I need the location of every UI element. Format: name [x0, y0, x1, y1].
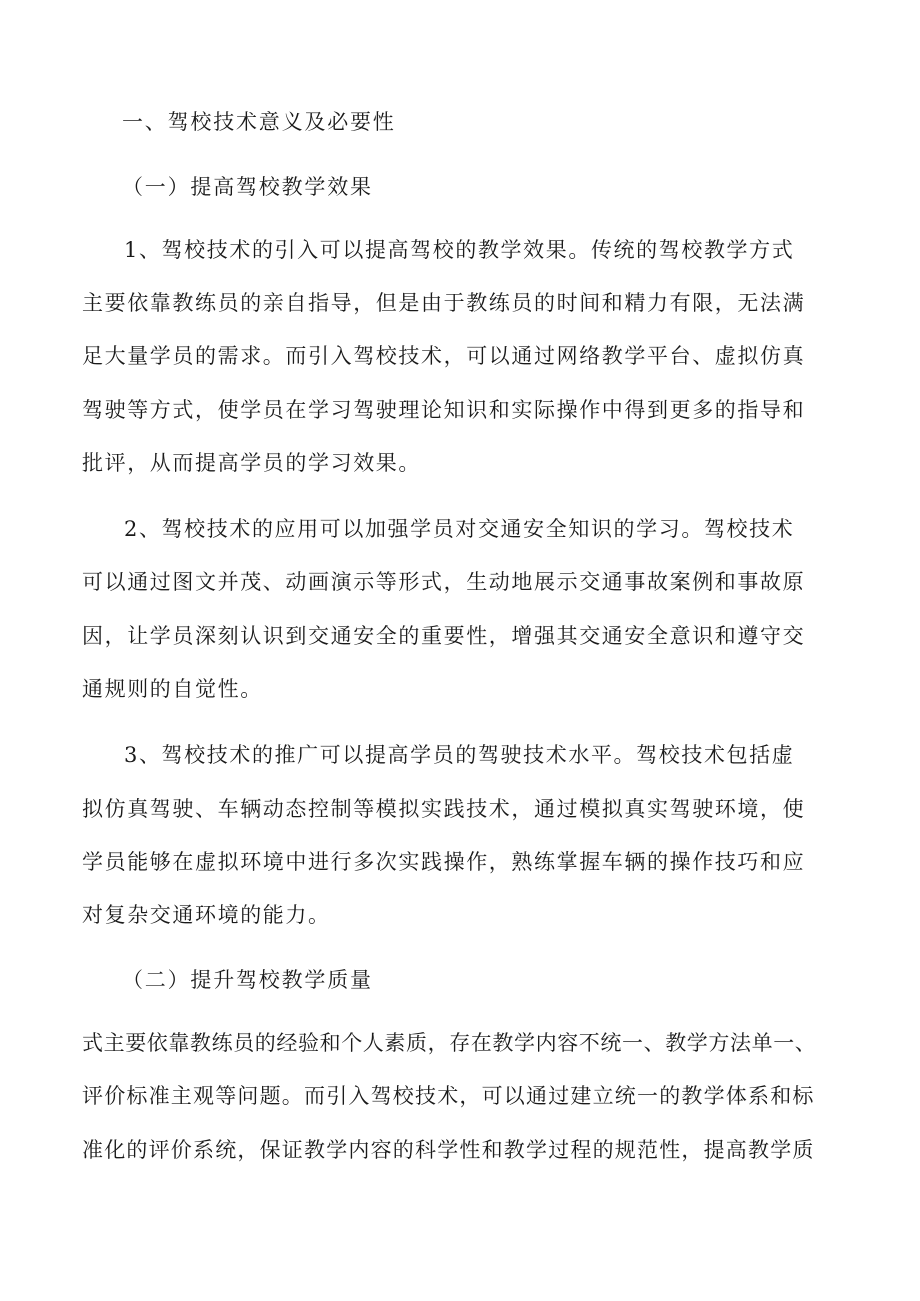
paragraph-line: 通规则的自觉性。	[82, 677, 263, 701]
paragraph-line: 驾驶等方式，使学员在学习驾驶理论知识和实际操作中得到更多的指导和	[82, 398, 806, 422]
paragraph-line: 学员能够在虚拟环境中进行多次实践操作，熟练掌握车辆的操作技巧和应	[82, 850, 806, 874]
subsection-1-title: （一）提高驾校教学效果	[122, 175, 373, 199]
paragraph-line: 足大量学员的需求。而引入驾校技术，可以通过网络教学平台、虚拟仿真	[82, 344, 806, 368]
paragraph-line: 批评，从而提高学员的学习效果。	[82, 451, 421, 475]
paragraph-line: 评价标准主观等问题。而引入驾校技术，可以通过建立统一的教学体系和标	[82, 1084, 815, 1108]
paragraph-line: 拟仿真驾驶、车辆动态控制等模拟实践技术，通过模拟真实驾驶环境，使	[82, 797, 806, 821]
paragraph-line: 准化的评价系统，保证教学内容的科学性和教学过程的规范性，提高教学质	[82, 1138, 815, 1162]
subsection-2-title: （二）提升驾校教学质量	[122, 968, 373, 992]
paragraph-line: 1、驾校技术的引入可以提高驾校的教学效果。传统的驾校教学方式	[124, 238, 795, 262]
paragraph-line: 式主要依靠教练员的经验和个人素质，存在教学内容不统一、教学方法单一、	[82, 1031, 817, 1055]
paragraph-line: 可以通过图文并茂、动画演示等形式，生动地展示交通事故案例和事故原	[82, 570, 806, 594]
paragraph-line: 3、驾校技术的推广可以提高学员的驾驶技术水平。驾校技术包括虚	[124, 743, 795, 767]
paragraph-line: 对复杂交通环境的能力。	[82, 903, 331, 927]
section-1-title: 一、驾校技术意义及必要性	[122, 110, 396, 134]
paragraph-line: 2、驾校技术的应用可以加强学员对交通安全知识的学习。驾校技术	[124, 517, 795, 541]
paragraph-line: 因，让学员深刻认识到交通安全的重要性，增强其交通安全意识和遵守交	[82, 624, 806, 648]
paragraph-line: 主要依靠教练员的亲自指导，但是由于教练员的时间和精力有限，无法满	[82, 291, 806, 315]
